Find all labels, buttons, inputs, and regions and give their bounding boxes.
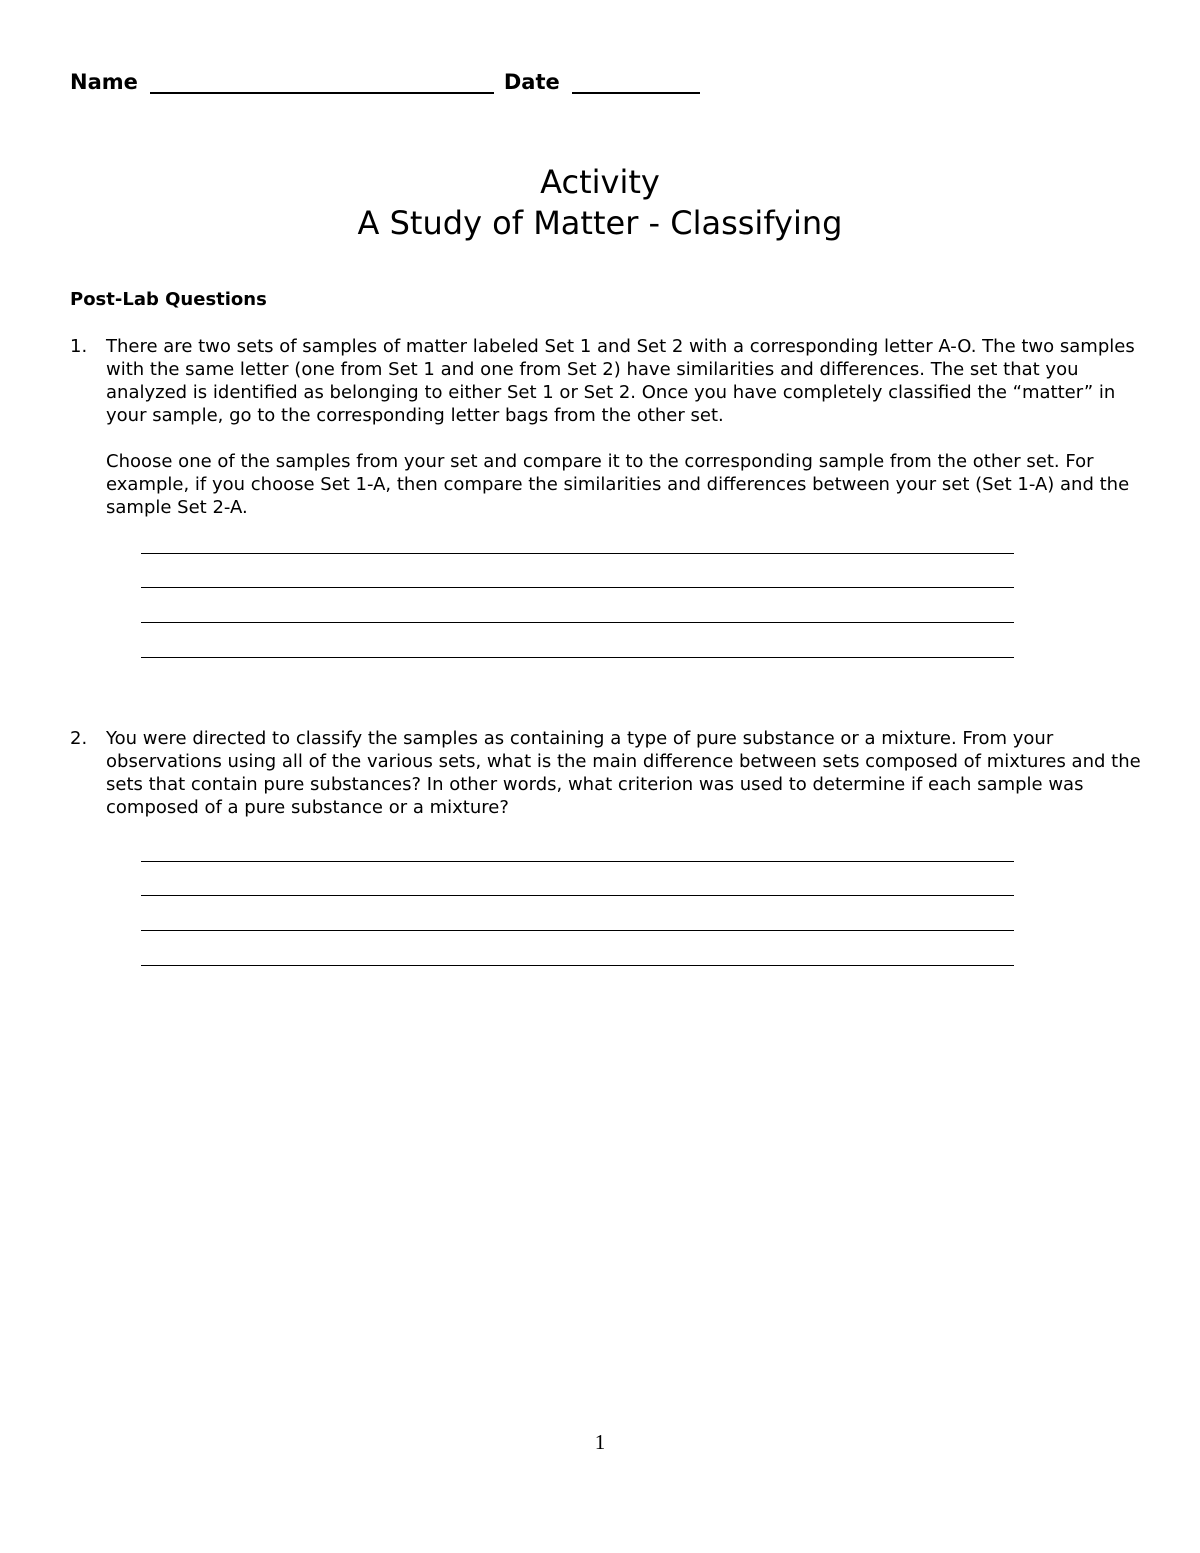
answer-line[interactable] bbox=[141, 861, 1014, 862]
answer-line[interactable] bbox=[141, 587, 1014, 588]
name-label: Name bbox=[70, 70, 138, 94]
question-paragraph: Choose one of the samples from your set and compare it to the corresponding sample from the other set. For example, if you choose Set 1-A, then compare the similarities and differences between your set (Set 1-A) and the sample Set 2-A. bbox=[106, 451, 1130, 518]
question-2 bbox=[70, 727, 1150, 819]
question-1 bbox=[70, 335, 1150, 519]
page-number: 1 bbox=[594, 1430, 606, 1454]
header-line bbox=[70, 70, 700, 94]
activity-title: Activity bbox=[540, 163, 660, 201]
question-text bbox=[106, 727, 1146, 819]
question-paragraph: You were directed to classify the samples as containing a type of pure substance or a mixture. From your observations using all of the various sets, what is the main difference between sets composed of mixtures and the sets that contain pure substances? In other words, what criterion was used to determine if each sample was composed of a pure substance or a mixture? bbox=[106, 728, 1141, 818]
name-blank[interactable] bbox=[150, 72, 494, 94]
question-number: 2. bbox=[70, 728, 88, 749]
date-label: Date bbox=[503, 70, 560, 94]
answer-line[interactable] bbox=[141, 553, 1014, 554]
question-text bbox=[106, 335, 1146, 519]
answer-line[interactable] bbox=[141, 930, 1014, 931]
section-heading: Post-Lab Questions bbox=[70, 289, 267, 310]
answer-line[interactable] bbox=[141, 895, 1014, 896]
activity-subtitle: A Study of Matter - Classifying bbox=[357, 204, 843, 242]
answer-line[interactable] bbox=[141, 965, 1014, 966]
date-blank[interactable] bbox=[572, 72, 700, 94]
question-paragraph: There are two sets of samples of matter labeled Set 1 and Set 2 with a corresponding letter A-O. The two samples with the same letter (one from Set 1 and one from Set 2) have similarities and differences. The set that you analyzed is identified as belonging to either Set 1 or Set 2. Once you have completely classified the “matter” in your sample, go to the corresponding letter bags from the other set. bbox=[106, 336, 1135, 426]
answer-line[interactable] bbox=[141, 657, 1014, 658]
answer-line[interactable] bbox=[141, 622, 1014, 623]
question-number: 1. bbox=[70, 336, 88, 357]
